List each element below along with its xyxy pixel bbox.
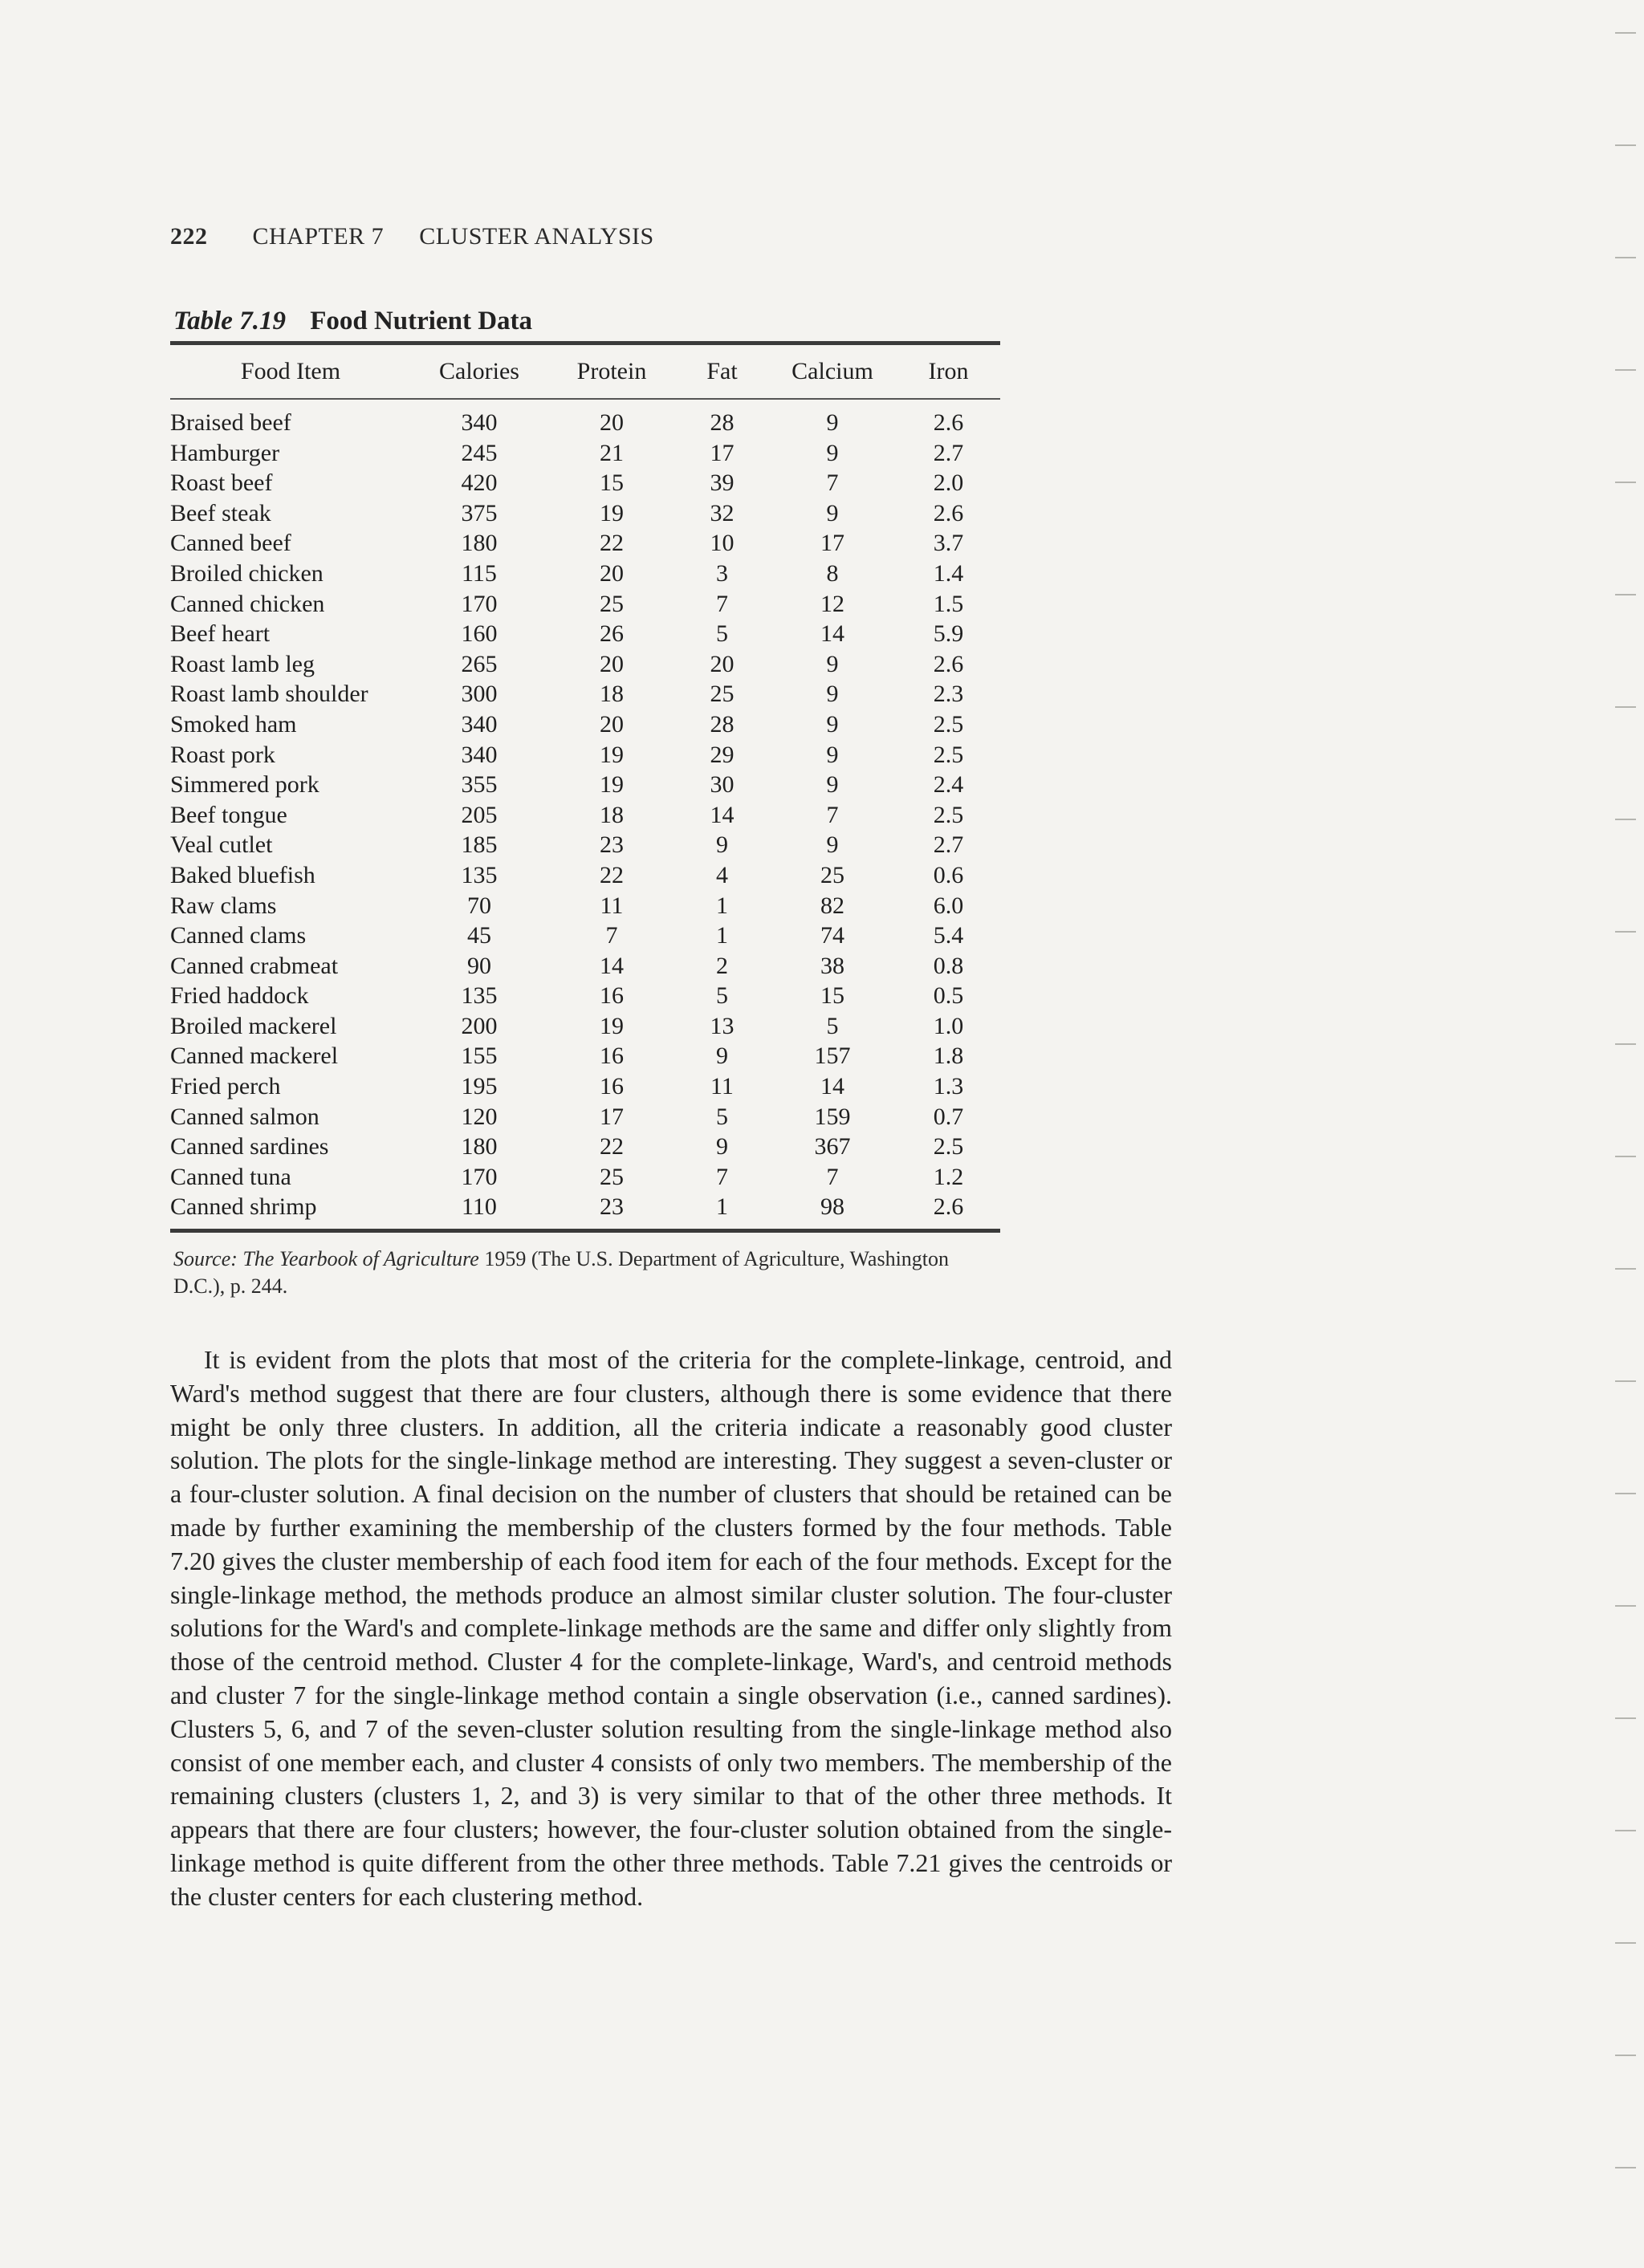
cell-iron: 2.5 xyxy=(933,801,964,828)
cell-food-item: Smoked ham xyxy=(170,710,297,738)
table-row xyxy=(170,921,1000,951)
cell-calcium: 74 xyxy=(820,922,844,949)
cell-fat: 25 xyxy=(710,681,735,708)
cell-fat: 1 xyxy=(716,892,728,919)
cell-protein: 20 xyxy=(600,710,624,738)
table-row xyxy=(170,438,1000,469)
cell-fat: 5 xyxy=(716,1103,728,1130)
cell-food-item: Roast beef xyxy=(170,469,273,497)
cell-protein: 14 xyxy=(600,952,624,979)
header-food-item: Food Item xyxy=(240,358,341,384)
cell-fat: 9 xyxy=(716,831,728,859)
cell-calories: 205 xyxy=(461,801,498,828)
cell-calories: 195 xyxy=(461,1073,498,1100)
cell-food-item: Canned sardines xyxy=(170,1133,329,1160)
cell-iron: 2.7 xyxy=(933,831,964,859)
cell-iron: 2.5 xyxy=(933,710,964,738)
cell-food-item: Canned beef xyxy=(170,530,291,557)
cell-calories: 185 xyxy=(461,831,498,859)
cell-calcium: 7 xyxy=(826,801,839,828)
cell-protein: 18 xyxy=(600,681,624,708)
cell-calcium: 9 xyxy=(826,650,839,677)
cell-iron: 1.2 xyxy=(933,1163,964,1190)
cell-food-item: Hamburger xyxy=(170,439,280,466)
cell-protein: 19 xyxy=(600,741,624,768)
cell-iron: 0.6 xyxy=(933,861,964,888)
cell-calories: 115 xyxy=(462,559,497,587)
cell-fat: 13 xyxy=(710,1012,735,1039)
cell-iron: 0.7 xyxy=(933,1103,964,1130)
cell-calories: 340 xyxy=(461,710,498,738)
cell-protein: 22 xyxy=(600,861,624,888)
table-source-note xyxy=(173,1246,1000,1300)
nutrient-table xyxy=(170,345,1000,1222)
table-row xyxy=(170,800,1000,831)
cell-calcium: 15 xyxy=(820,982,844,1010)
cell-calcium: 9 xyxy=(826,409,839,436)
cell-calcium: 9 xyxy=(826,710,839,738)
cell-food-item: Beef heart xyxy=(170,620,271,648)
cell-calories: 90 xyxy=(467,952,491,979)
table-header-row xyxy=(170,345,1000,398)
cell-protein: 19 xyxy=(600,499,624,526)
cell-food-item: Raw clams xyxy=(170,892,277,919)
cell-protein: 22 xyxy=(600,530,624,557)
cell-calories: 265 xyxy=(461,650,498,677)
cell-protein: 15 xyxy=(600,469,624,497)
cell-iron: 2.7 xyxy=(933,439,964,466)
table-row xyxy=(170,498,1000,529)
cell-fat: 14 xyxy=(710,801,735,828)
table-title: Food Nutrient Data xyxy=(310,307,533,335)
table-row xyxy=(170,981,1000,1011)
cell-calories: 300 xyxy=(461,681,498,708)
cell-calories: 340 xyxy=(461,741,498,768)
table-row xyxy=(170,1041,1000,1071)
cell-protein: 22 xyxy=(600,1133,624,1160)
cell-fat: 1 xyxy=(716,922,728,949)
cell-calcium: 157 xyxy=(814,1043,851,1070)
cell-protein: 18 xyxy=(600,801,624,828)
cell-fat: 9 xyxy=(716,1043,728,1070)
cell-food-item: Roast lamb leg xyxy=(170,650,315,677)
cell-iron: 2.4 xyxy=(933,771,964,799)
cell-calories: 170 xyxy=(461,590,498,617)
cell-fat: 4 xyxy=(716,861,728,888)
table-row xyxy=(170,770,1000,800)
cell-protein: 16 xyxy=(600,1073,624,1100)
cell-iron: 5.9 xyxy=(933,620,964,648)
body-paragraph: It is evident from the plots that most of the criteria for the complete-linkage, centroid, and Ward's method suggest that there are four clusters, although there is some evidence that there might be only three clusters. In addition, all the criteria indicate a reasonably good cluster solution. The plots for the single-linkage method are interesting. They suggest a seven-cluster or a four-cluster solution. A final decision on the number of clusters that should be retained can be made by further examining the membership of the clusters formed by the four methods. Table 7.20 gives the cluster membership of each food item for each of the four methods. Except for the single-linkage method, the methods produce an almost similar cluster solution. The four-cluster solutions for the Ward's and complete-linkage methods are the same and differ only slightly from those of the centroid method. Cluster 4 for the complete-linkage, Ward's, and centroid methods and cluster 7 for the single-linkage method contain a single observation (i.e., canned sardines). Clusters 5, 6, and 7 of the seven-cluster solution resulting from the single-linkage method also consist of one member each, and cluster 4 consists of only two members. The membership of the remaining clusters (clusters 1, 2, and 3) is very similar to that of the other three methods. It appears that there are four clusters; however, the four-cluster solution obtained from the single-linkage method is quite different from the other three methods. Table 7.21 gives the centroids or the cluster centers for each clustering method. xyxy=(170,1345,1172,1911)
table-row xyxy=(170,559,1000,589)
header-calories: Calories xyxy=(439,358,519,384)
chapter-label: CHAPTER 7 xyxy=(252,223,385,250)
cell-protein: 26 xyxy=(600,620,624,648)
cell-calcium: 9 xyxy=(826,741,839,768)
cell-food-item: Fried perch xyxy=(170,1073,281,1100)
cell-food-item: Canned salmon xyxy=(170,1103,319,1130)
cell-fat: 20 xyxy=(710,650,735,677)
cell-food-item: Roast pork xyxy=(170,741,275,768)
table-row xyxy=(170,1162,1000,1193)
cell-calcium: 14 xyxy=(820,620,844,648)
header-iron: Iron xyxy=(928,358,969,384)
cell-calcium: 82 xyxy=(820,892,844,919)
table-row xyxy=(170,679,1000,709)
cell-iron: 3.7 xyxy=(933,530,964,557)
cell-iron: 1.0 xyxy=(933,1012,964,1039)
cell-iron: 0.5 xyxy=(933,982,964,1010)
table-row xyxy=(170,1071,1000,1102)
cell-calcium: 367 xyxy=(814,1133,851,1160)
cell-food-item: Beef tongue xyxy=(170,801,287,828)
page-number: 222 xyxy=(170,223,208,250)
nutrient-table-block xyxy=(170,341,1000,1233)
cell-calories: 180 xyxy=(461,1133,498,1160)
cell-food-item: Canned shrimp xyxy=(170,1193,317,1221)
cell-fat: 5 xyxy=(716,982,728,1010)
cell-fat: 1 xyxy=(716,1193,728,1221)
cell-calories: 135 xyxy=(461,982,498,1010)
table-row xyxy=(170,951,1000,982)
cell-calcium: 98 xyxy=(820,1193,844,1221)
cell-fat: 39 xyxy=(710,469,735,497)
cell-calories: 170 xyxy=(461,1163,498,1190)
cell-food-item: Broiled mackerel xyxy=(170,1012,337,1039)
table-row xyxy=(170,860,1000,891)
table-row xyxy=(170,830,1000,860)
cell-calories: 245 xyxy=(461,439,498,466)
cell-iron: 2.0 xyxy=(933,469,964,497)
table-row xyxy=(170,649,1000,680)
cell-protein: 20 xyxy=(600,650,624,677)
cell-food-item: Braised beef xyxy=(170,409,291,436)
cell-iron: 6.0 xyxy=(933,892,964,919)
cell-calories: 355 xyxy=(461,771,498,799)
cell-food-item: Canned chicken xyxy=(170,590,325,617)
cell-fat: 28 xyxy=(710,710,735,738)
cell-fat: 30 xyxy=(710,771,735,799)
cell-iron: 1.3 xyxy=(933,1073,964,1100)
cell-calcium: 12 xyxy=(820,590,844,617)
cell-protein: 20 xyxy=(600,409,624,436)
cell-calcium: 9 xyxy=(826,771,839,799)
cell-food-item: Canned clams xyxy=(170,922,307,949)
cell-calcium: 8 xyxy=(826,559,839,587)
cell-fat: 5 xyxy=(716,620,728,648)
cell-food-item: Canned crabmeat xyxy=(170,952,339,979)
cell-calcium: 7 xyxy=(826,1163,839,1190)
cell-iron: 1.8 xyxy=(933,1043,964,1070)
cell-fat: 29 xyxy=(710,741,735,768)
source-rest: 1959 (The U.S. Department of Agriculture, Washington D.C.), p. 244. xyxy=(173,1247,950,1298)
table-row xyxy=(170,1132,1000,1162)
cell-calcium: 17 xyxy=(820,530,844,557)
cell-fat: 7 xyxy=(716,1163,728,1190)
table-row xyxy=(170,1102,1000,1132)
cell-fat: 3 xyxy=(716,559,728,587)
cell-iron: 2.6 xyxy=(933,499,964,526)
cell-food-item: Fried haddock xyxy=(170,982,309,1010)
header-calcium: Calcium xyxy=(791,358,873,384)
cell-calcium: 9 xyxy=(826,681,839,708)
cell-calories: 110 xyxy=(462,1193,497,1221)
cell-calories: 70 xyxy=(467,892,491,919)
cell-iron: 2.6 xyxy=(933,1193,964,1221)
cell-iron: 5.4 xyxy=(933,922,964,949)
cell-calories: 155 xyxy=(461,1043,498,1070)
cell-calcium: 38 xyxy=(820,952,844,979)
cell-protein: 11 xyxy=(600,892,624,919)
cell-calories: 120 xyxy=(461,1103,498,1130)
running-head xyxy=(170,223,654,250)
cell-protein: 25 xyxy=(600,1163,624,1190)
cell-calcium: 14 xyxy=(820,1073,844,1100)
cell-iron: 2.6 xyxy=(933,650,964,677)
cell-food-item: Canned tuna xyxy=(170,1163,291,1190)
cell-protein: 23 xyxy=(600,831,624,859)
chapter-title: CLUSTER ANALYSIS xyxy=(419,223,654,250)
cell-food-item: Beef steak xyxy=(170,499,271,526)
source-lead: Source: The Yearbook of Agriculture xyxy=(173,1247,479,1270)
table-row xyxy=(170,619,1000,649)
cell-iron: 2.6 xyxy=(933,409,964,436)
table-row xyxy=(170,468,1000,498)
cell-calcium: 9 xyxy=(826,831,839,859)
cell-protein: 17 xyxy=(600,1103,624,1130)
table-row xyxy=(170,1011,1000,1042)
table-row xyxy=(170,891,1000,921)
table-row xyxy=(170,1192,1000,1222)
table-row xyxy=(170,709,1000,740)
cell-protein: 21 xyxy=(600,439,624,466)
table-row xyxy=(170,740,1000,770)
cell-protein: 16 xyxy=(600,1043,624,1070)
cell-fat: 32 xyxy=(710,499,735,526)
cell-calories: 160 xyxy=(461,620,498,648)
cell-protein: 16 xyxy=(600,982,624,1010)
cell-food-item: Veal cutlet xyxy=(170,831,273,859)
cell-calories: 180 xyxy=(461,530,498,557)
cell-calories: 200 xyxy=(461,1012,498,1039)
cell-calories: 340 xyxy=(461,409,498,436)
cell-calories: 420 xyxy=(461,469,498,497)
cell-fat: 2 xyxy=(716,952,728,979)
cell-food-item: Canned mackerel xyxy=(170,1043,339,1070)
cell-fat: 11 xyxy=(710,1073,734,1100)
table-row xyxy=(170,408,1000,438)
header-fat: Fat xyxy=(706,358,738,384)
table-caption xyxy=(173,307,532,336)
cell-fat: 10 xyxy=(710,530,735,557)
cell-calcium: 159 xyxy=(814,1103,851,1130)
cell-iron: 1.4 xyxy=(933,559,964,587)
cell-iron: 2.3 xyxy=(933,681,964,708)
cell-calcium: 25 xyxy=(820,861,844,888)
cell-protein: 19 xyxy=(600,1012,624,1039)
cell-protein: 19 xyxy=(600,771,624,799)
table-bottom-rule xyxy=(170,1229,1000,1233)
cell-food-item: Broiled chicken xyxy=(170,559,324,587)
cell-food-item: Roast lamb shoulder xyxy=(170,681,368,708)
cell-fat: 28 xyxy=(710,409,735,436)
cell-protein: 7 xyxy=(605,922,618,949)
cell-food-item: Baked bluefish xyxy=(170,861,315,888)
cell-calcium: 9 xyxy=(826,499,839,526)
table-row xyxy=(170,589,1000,620)
header-protein: Protein xyxy=(576,358,647,384)
cell-calcium: 5 xyxy=(826,1012,839,1039)
cell-iron: 1.5 xyxy=(933,590,964,617)
cell-protein: 25 xyxy=(600,590,624,617)
cell-food-item: Simmered pork xyxy=(170,771,319,799)
cell-iron: 0.8 xyxy=(933,952,964,979)
cell-calcium: 9 xyxy=(826,439,839,466)
cell-calories: 45 xyxy=(467,922,491,949)
cell-iron: 2.5 xyxy=(933,741,964,768)
table-label: Table 7.19 xyxy=(173,307,286,335)
cell-calories: 375 xyxy=(461,499,498,526)
cell-calories: 135 xyxy=(461,861,498,888)
cell-calcium: 7 xyxy=(826,469,839,497)
cell-fat: 17 xyxy=(710,439,735,466)
scan-edge-marks xyxy=(1596,0,1644,2268)
cell-fat: 9 xyxy=(716,1133,728,1160)
cell-protein: 23 xyxy=(600,1193,624,1221)
cell-iron: 2.5 xyxy=(933,1133,964,1160)
table-body xyxy=(170,408,1000,1222)
cell-protein: 20 xyxy=(600,559,624,587)
table-row xyxy=(170,528,1000,559)
cell-fat: 7 xyxy=(716,590,728,617)
